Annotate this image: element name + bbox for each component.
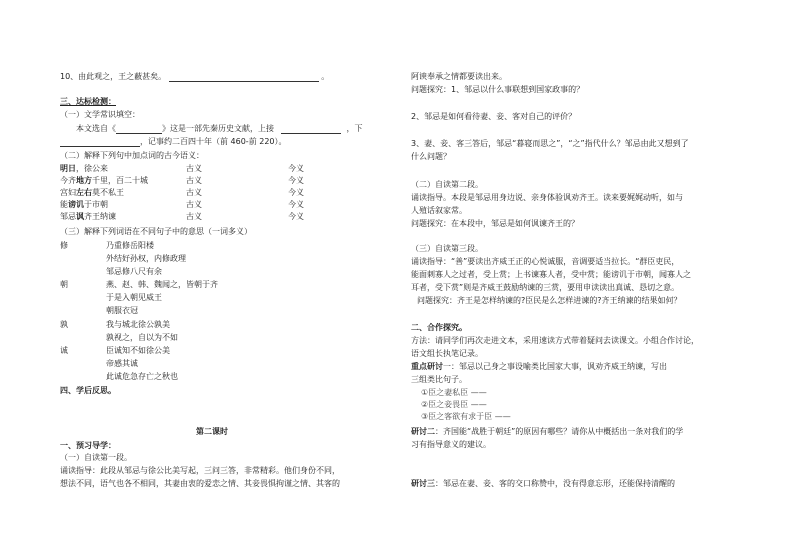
question-10-end: 。: [321, 72, 330, 81]
discussion-2: [411, 427, 683, 437]
answer-blank[interactable]: [60, 138, 140, 147]
polysemy-sentence: 此诚危急存亡之秋也: [106, 372, 178, 381]
text-line: 阿谀奉承之情都要读出来。: [411, 72, 507, 81]
gu-label: 古义: [186, 212, 202, 221]
row-word: 明日: [60, 164, 76, 173]
jin-label: 今义: [288, 188, 304, 197]
reading-1-text: 想法不同，语气也各不相同，其妻由衷的爱恋之情、其妾畏惧拘谨之情、其客的: [60, 479, 340, 488]
question-3-cont: 什么问题？: [411, 152, 451, 161]
fill-middle-2: ，记事约二百四十年（前 460-前 220）。: [140, 137, 287, 146]
gujin-row: [60, 164, 108, 174]
row-pre: 宫妇: [60, 188, 76, 197]
row-word: 谤讥: [68, 200, 84, 209]
section-4-heading: 四、学后反思。: [60, 386, 116, 395]
literature-fill-line-2: [60, 137, 287, 147]
polysemy-sentence: 孰视之，自以为不如: [106, 333, 178, 342]
section-3-heading: 三、达标检测：: [60, 97, 116, 106]
gu-label: 古义: [186, 164, 202, 173]
polysemy-sentence: 于是入朝见威王: [106, 293, 162, 302]
polysemy-sentence: 帝感其诚: [106, 359, 138, 368]
literature-fill-line-1: [76, 124, 363, 134]
analogy-item: ①臣之妻私臣 ——: [421, 388, 487, 397]
question-1: 问题探究：1、邹忌以什么事联想到国家政事的？: [411, 85, 585, 94]
analogy-item: ②臣之妾畏臣 ——: [421, 400, 487, 409]
row-word: 左右: [76, 188, 92, 197]
answer-blank[interactable]: [169, 73, 319, 82]
question-10-text: 10、由此观之，王之蔽甚矣。: [60, 72, 167, 81]
reading-3-text: 耳者，受下赏”则是齐威王鼓励纳谏的三赏，要用申读读出真诚、恳切之意。: [411, 283, 680, 292]
row-pre: 邹忌: [60, 212, 76, 221]
reading-3-question: 问题探究：齐王是怎样纳谏的?臣民是么怎样进谏的?齐王纳谏的结果如何？: [417, 296, 682, 305]
polysemy-word-chao: 朝: [60, 280, 68, 289]
reading-2-question: 问题探究：在本段中，邹忌是如何讽谏齐王的？: [411, 219, 579, 228]
discussion-text: 一：邹忌以己身之事设喻类比国家大事，讽劝齐威王纳谏，写出: [443, 362, 667, 371]
polysemy-sentence: 乃重修岳阳楼: [106, 241, 154, 250]
fill-prefix: 本文选自《: [76, 124, 116, 133]
right-column: [397, 0, 794, 560]
reading-3-text: 能面刺寡人之过者，受上赏；上书谏寡人者，受中赏；能谤讥于市朝，闻寡人之: [411, 270, 691, 279]
row-rest: 千里，百二十城: [92, 176, 148, 185]
jin-label: 今义: [288, 200, 304, 209]
section-1-heading: 一、预习导学：: [60, 441, 116, 450]
answer-blank[interactable]: [116, 125, 162, 134]
reading-3-heading: （三）自读第三段。: [411, 244, 483, 253]
polysemy-sentence: 邹忌修八尺有余: [106, 267, 162, 276]
jin-label: 今义: [288, 212, 304, 221]
reading-1-heading: （一）自读第一段。: [60, 453, 132, 462]
question-10: [60, 72, 329, 82]
fill-end: ，下: [346, 124, 363, 133]
reading-1-text: 诵读指导：此段从邹忌与徐公比美写起，三问三答，非常精彩。他们身份不同，: [60, 466, 340, 475]
reading-2-text: 人殖话叙家常。: [411, 206, 467, 215]
gujin-row: [60, 188, 124, 198]
reading-2-heading: （二）自读第二段。: [411, 180, 483, 189]
polysemy-word-cheng: 诚: [60, 346, 68, 355]
polysemy-sentence: 外结好孙权，内修政理: [106, 254, 186, 263]
polysemy-sentence: 我与城北徐公孰美: [106, 320, 170, 329]
method-text: 语文组长执笔记录。: [411, 349, 483, 358]
question-3: 3、妻、妾、客三答后，邹忌“暮寝而思之”，“之”指代什么？邹忌由此又想到了: [411, 139, 689, 148]
polysemy-sentence: 燕、赵、韩、魏闻之，皆朝于齐: [106, 280, 218, 289]
row-rest: 莫不私王: [92, 188, 124, 197]
row-rest: 齐王纳谏: [84, 212, 116, 221]
method-text: 方法：请同学们再次走进文本，采用速读方式带着疑问去读课文。小组合作讨论，: [411, 336, 699, 345]
row-rest: ，徐公来: [76, 164, 108, 173]
row-word: 讽: [76, 212, 84, 221]
discussion-label: 重点研讨: [411, 362, 443, 371]
discussion-text: 习有指导意义的建议。: [411, 440, 491, 449]
answer-blank[interactable]: [281, 125, 341, 134]
reading-2-text: 诵读指导。本段是邹忌用身边说、亲身体验讽劝齐王。读来要娓娓动听，如与: [411, 193, 683, 202]
gu-label: 古义: [186, 200, 202, 209]
row-word: 地方: [76, 176, 92, 185]
discussion-text: ：邹忌在妻、妾、客的交口称赞中，没有得意忘形，还能保持清醒的: [435, 479, 675, 488]
gujin-row: [60, 176, 148, 186]
polysemy-sentence: 臣诚知不如徐公美: [106, 346, 170, 355]
sub-heading-3-3: （三）解释下列词语在不同句子中的意思（一词多义）: [60, 227, 252, 236]
discussion-label: 研讨二: [411, 427, 435, 436]
polysemy-sentence: 朝服衣冠: [106, 306, 138, 315]
sub-heading-3-2: （二）解释下列句中加点词的古今语义：: [60, 151, 204, 160]
jin-label: 今义: [288, 176, 304, 185]
jin-label: 今义: [288, 164, 304, 173]
gujin-row: [60, 200, 108, 210]
polysemy-word-shu: 孰: [60, 320, 68, 329]
row-rest: 于市朝: [84, 200, 108, 209]
sub-heading-3-1: （一）文学常识填空：: [60, 110, 140, 119]
discussion-text: ：齐国能“战胜于朝廷”的原因有哪些？请你从中概括出一条对我们的学: [435, 427, 684, 436]
lesson-2-title: 第二课时: [196, 427, 228, 436]
polysemy-word-xiu: 修: [60, 241, 68, 250]
question-2: 2、邹忌是如何看待妻、妾、客对自己的评价？: [411, 112, 577, 121]
discussion-text: 三组类比句子。: [411, 375, 467, 384]
discussion-3: [411, 479, 675, 489]
row-pre: 能: [60, 200, 68, 209]
analogy-item: ③臣之客欲有求于臣 ——: [421, 412, 511, 421]
discussion-label: 研讨三: [411, 479, 435, 488]
gu-label: 古义: [186, 188, 202, 197]
gu-label: 古义: [186, 176, 202, 185]
row-pre: 今齐: [60, 176, 76, 185]
key-discussion-1: [411, 362, 667, 372]
section-2-heading: 二、合作探究。: [411, 323, 467, 332]
reading-3-text: 诵读指导：“善”要读出齐威王正的心悦诚服，音调要适当拉长。“群臣吏民，: [411, 257, 680, 266]
fill-middle: 》这是一部先秦历史文献，上接: [162, 124, 274, 133]
gujin-row: [60, 212, 116, 222]
